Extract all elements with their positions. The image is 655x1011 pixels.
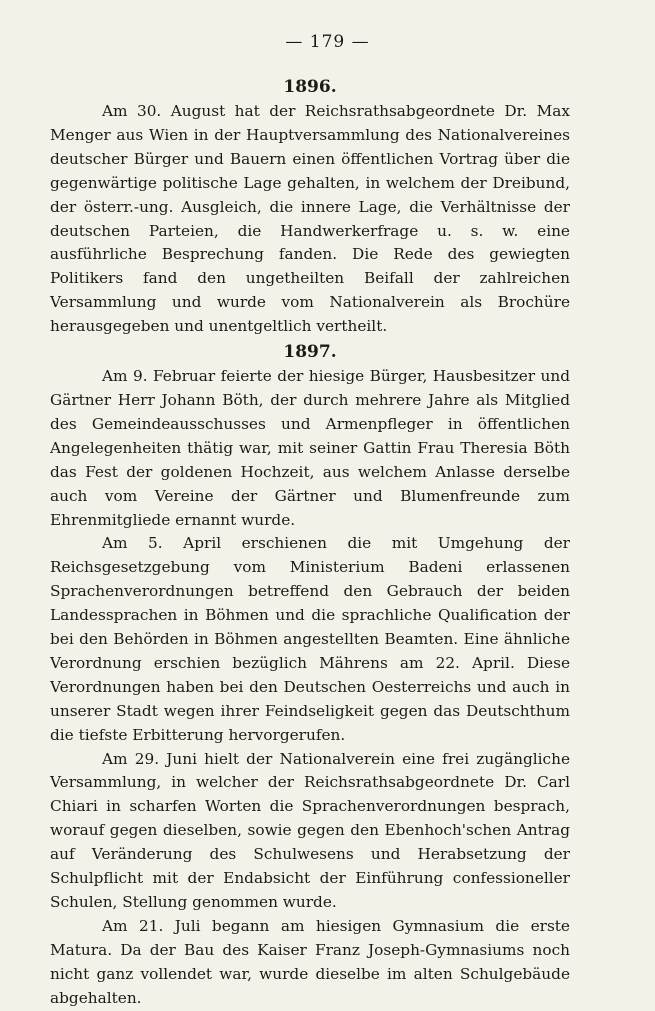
paragraph: Am 5. April erschienen die mit Umgehung der Reichsgesetzgebung vom Ministerium Badeni erlassenen Sprachenverordnungen betreffend den Gebrauch der beiden Landessprachen in Böhmen und die sprachliche Qualification der bei den Behörden in Böhmen angestellten Beamten. Eine ähnliche Verordnung erschien bezüglich Mährens am 22. April. Diese Verordnungen haben bei den Deutschen Oesterreichs und auch in unserer Stadt wegen ihrer Feindseligkeit gegen das Deutschthum die tiefste Erbitterung hervorgerufen. <box>50 534 570 744</box>
year-heading-1897: 1897. <box>283 342 337 363</box>
year-heading-1896: 1896. <box>283 77 337 97</box>
page-body <box>50 74 570 1011</box>
paragraph: Am 30. August hat der Reichsrathsabgeordnete Dr. Max Menger aus Wien in der Hauptversammlung des Nationalvereines deutscher Bürger und Bauern einen öffentlichen Vortrag über die gegenwärtige politische Lage gehalten, in welchem der Dreibund, der österr.-ung. Ausgleich, die innere Lage, die Verhältnisse der deutschen Parteien, die Handwerkerfrage u. s. w. eine ausführliche Besprechung fanden. Die Rede des gewiegten Politikers fand den ungetheilten Beifall der zahlreichen Versammlung und wurde vom Nationalverein als Brochüre herausgegeben und unentgeltlich vertheilt. <box>50 102 570 336</box>
page-number: — 179 — <box>285 32 370 52</box>
paragraph: Am 29. Juni hielt der Nationalverein eine frei zugängliche Versammlung, in welcher der Reichsrathsabgeordnete Dr. Carl Chiari in scharfen Worten die Sprachenverordnungen besprach, worauf gegen dieselben, sowie gegen den Ebenhoch'schen Antrag auf Veränderung des Schulwesens und Herabsetzung der Schulpflicht mit der Endabsicht der Einführung confessioneller Schulen, Stellung genommen wurde. <box>50 749 570 911</box>
paragraph: Am 21. Juli begann am hiesigen Gymnasium die erste Matura. Da der Bau des Kaiser Franz Joseph-Gymnasiums noch nicht ganz vollendet war, wurde dieselbe im alten Schulgebäude abgehalten. <box>50 916 570 1007</box>
paragraph: Am 9. Februar feierte der hiesige Bürger, Hausbesitzer und Gärtner Herr Johann Böth, der durch mehrere Jahre als Mitglied des Gemeindeausschusses und Armenpfleger in öffentlichen Angelegenheiten thätig war, mit seiner Gattin Frau Theresia Böth das Fest der goldenen Hochzeit, aus welchem Anlasse derselbe auch vom Vereine der Gärtner und Blumenfreunde zum Ehrenmitgliede ernannt wurde. <box>50 367 570 529</box>
